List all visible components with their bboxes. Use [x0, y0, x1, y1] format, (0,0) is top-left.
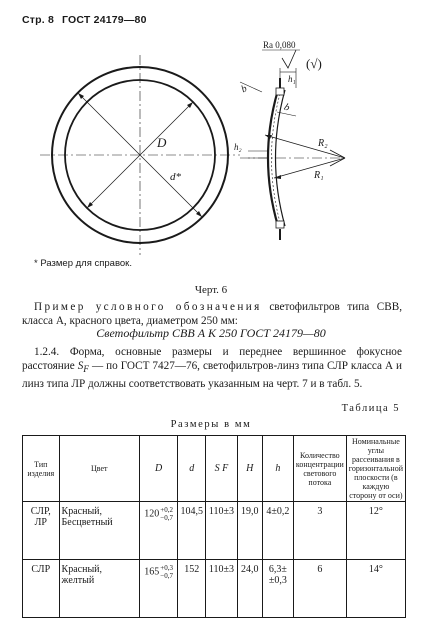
figure-caption: Черт. 6 [194, 284, 228, 296]
table-header-row [23, 436, 406, 502]
header-d: d [178, 436, 206, 502]
cell-qty: 6 [293, 560, 346, 618]
example-intro-spaced: Пример условного обозначения [34, 301, 262, 313]
label-h2: h₂ [234, 142, 242, 152]
header-D: D [139, 436, 177, 502]
example-intro [22, 300, 402, 328]
cell-color: Красный, желтый [59, 560, 139, 618]
standard-number: ГОСТ 24179—80 [62, 14, 147, 26]
cell-d: 104,5 [178, 502, 206, 560]
page-header [22, 14, 147, 26]
example-designation: Светофильтр СВВ А К 250 ГОСТ 24179—80 [96, 326, 326, 340]
label-b: b [282, 101, 292, 114]
header-color: Цвет [59, 436, 139, 502]
table-number: Таблица 5 [341, 403, 400, 414]
cell-type: СЛР, ЛР [23, 502, 60, 560]
header-H: H [237, 436, 262, 502]
header-sf: S F [206, 436, 238, 502]
cell-color: Красный, Бесцветный [59, 502, 139, 560]
dimensions-table [22, 435, 406, 618]
table-title: Размеры в мм [170, 419, 252, 430]
label-b-left: b [239, 83, 249, 96]
cell-qty: 3 [293, 502, 346, 560]
cell-d: 152 [178, 560, 206, 618]
table-row [23, 560, 406, 618]
cell-D: 165 +0,3 −0,7 [139, 560, 177, 618]
cell-D: 120 +0,2 −0,7 [139, 502, 177, 560]
radius-R2-line [265, 135, 345, 158]
technical-drawing [0, 30, 422, 258]
cell-h: 4±0,2 [262, 502, 293, 560]
cell-sf: 110±3 [206, 560, 238, 618]
roughness-check-icon [282, 50, 296, 68]
front-view [40, 55, 240, 255]
cell-h: 6,3± ±0,3 [262, 560, 293, 618]
clause-symbol: S [77, 360, 84, 372]
cell-H: 24,0 [237, 560, 262, 618]
radius-R1-line [274, 158, 345, 178]
cell-H: 19,0 [237, 502, 262, 560]
cell-angle: 12° [346, 502, 405, 560]
page-number: Стр. 8 [22, 14, 55, 26]
table-row [23, 502, 406, 560]
header-angles: Номинальные углы рассеивания в горизонтальной плоскости (в каждую сторону от оси) [346, 436, 405, 502]
roughness-value: Ra 0,080 [263, 40, 296, 50]
header-h: h [262, 436, 293, 502]
footnote: * Размер для справок. [34, 258, 132, 269]
clause-text-2: — по ГОСТ 7427—76, светофильтров-линз типа СЛР класса А и линз типа ЛР должны соответствовать указанным на черт. 7 и в табл. 5. [22, 360, 402, 391]
label-h1: h₁ [288, 74, 296, 84]
label-R2: R₂ [318, 138, 328, 149]
label-d: d* [170, 171, 181, 183]
side-view [234, 40, 345, 240]
clause-text-1: 1.2.4. Форма, основные размеры и переднее вершинное фокусное расстояние [22, 346, 402, 372]
header-type: Тип изделия [23, 436, 60, 502]
label-R1: R₁ [314, 170, 324, 181]
clause-subscript: F [83, 365, 89, 376]
cell-sf: 110±3 [206, 502, 238, 560]
example-intro-rest: светофильтров типа СВВ, класса А, красного цвета, диаметром 250 мм: [22, 301, 402, 327]
header-concentration: Количество концентрации светового потока [293, 436, 346, 502]
clause-1-2-4 [22, 345, 402, 391]
cell-type: СЛР [23, 560, 60, 618]
label-D: D [157, 135, 167, 150]
roughness-paren: (√) [306, 56, 322, 71]
cell-angle: 14° [346, 560, 405, 618]
